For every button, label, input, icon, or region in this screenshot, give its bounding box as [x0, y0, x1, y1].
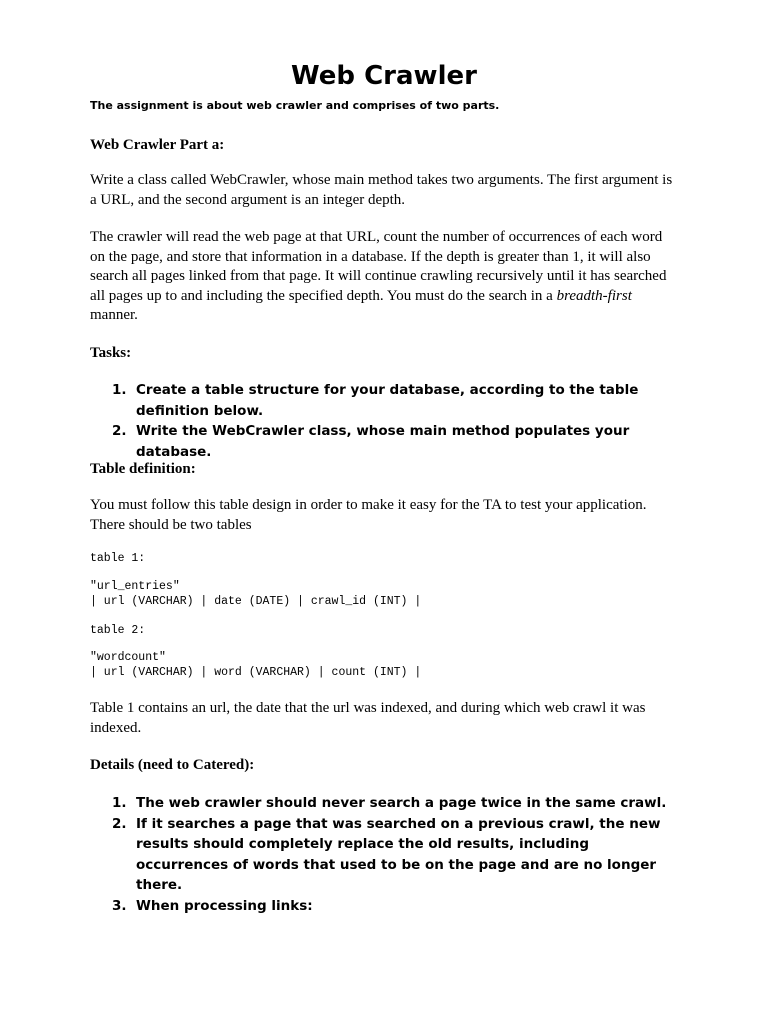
list-item [112, 380, 682, 421]
list-item-text: Write the WebCrawler class, whose main method populates your database. [136, 423, 630, 460]
list-item-text: When processing links: [136, 897, 313, 914]
table2-name: "wordcount" [90, 651, 166, 664]
list-item-text: Create a table structure for your database, according to the table definition below. [136, 382, 639, 419]
table1-label: table 1: [90, 552, 146, 565]
table-definition-paragraph: You must follow this table design in order to make it easy for the TA to test your application. There should be two tables [90, 497, 647, 533]
list-item-number: 2. [112, 815, 127, 832]
table2-columns: | url (VARCHAR) | word (VARCHAR) | count (INT) | [90, 666, 422, 679]
table1-description: Table 1 contains an url, the date that the url was indexed, and during which web crawl it was indexed. [90, 700, 646, 736]
crawler-paragraph [90, 228, 680, 326]
list-item [112, 421, 682, 462]
details-heading: Details (need to Catered): [90, 757, 255, 773]
table1-name: "url_entries" [90, 580, 180, 593]
document-title: Web Crawler [291, 61, 477, 91]
details-list [112, 793, 682, 916]
tasks-heading: Tasks: [90, 345, 132, 361]
part-a-heading: Web Crawler Part a: [90, 137, 225, 153]
intro-paragraph: Write a class called WebCrawler, whose main method takes two arguments. The first argument is a URL, and the second argument is an integer depth. [90, 172, 673, 208]
list-item-text: The web crawler should never search a page twice in the same crawl. [136, 795, 667, 811]
crawler-paragraph-text-1: The crawler will read the web page at that URL, count the number of occurrences of each word on the page, and store that information in a database. If the depth is greater than 1, it will also search all pages linked from that page. It will continue crawling recursively until it has searched all pages up to and including the specified depth. You must do the search in a [90, 229, 667, 304]
list-item-text: If it searches a page that was searched on a previous crawl, the new results should completely replace the old results, including occurrences of words that used to be on the page and are no longer there. [136, 815, 661, 893]
list-item-number: 2. [112, 423, 127, 439]
list-item-number: 1. [112, 382, 127, 398]
crawler-paragraph-text-2: manner. [90, 307, 138, 323]
list-item [112, 896, 682, 917]
list-item [112, 814, 682, 896]
tasks-list [112, 380, 682, 462]
crawler-paragraph-italic: breadth-first [556, 287, 632, 304]
list-item [112, 793, 682, 814]
table-definition-heading: Table definition: [90, 461, 196, 477]
list-item-number: 3. [112, 897, 127, 914]
table2-label: table 2: [90, 624, 146, 637]
table1-columns: | url (VARCHAR) | date (DATE) | crawl_id (INT) | [90, 595, 422, 608]
list-item-number: 1. [112, 795, 127, 811]
document-subtitle: The assignment is about web crawler and comprises of two parts. [90, 99, 500, 112]
